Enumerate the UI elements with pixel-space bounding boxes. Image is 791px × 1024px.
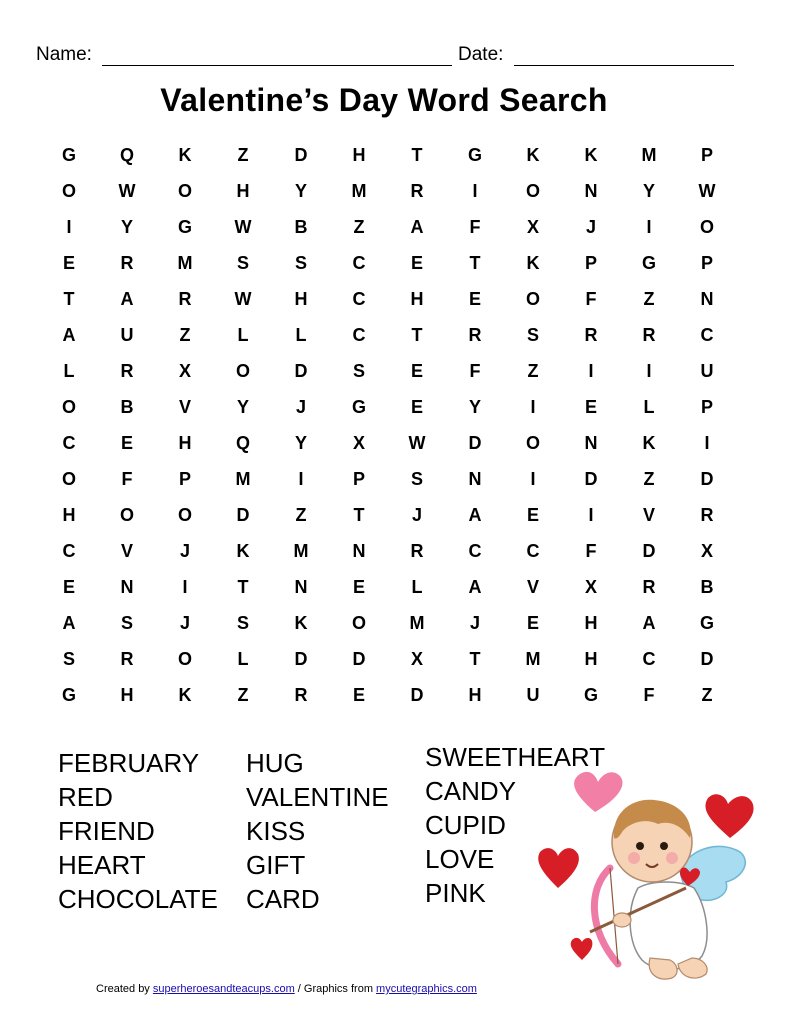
grid-letter: E bbox=[526, 505, 539, 525]
grid-letter: O bbox=[61, 469, 76, 489]
word-list-item: HUG bbox=[246, 748, 304, 778]
grid-letter: L bbox=[411, 577, 423, 597]
grid-letter: Z bbox=[353, 217, 365, 237]
grid-letter: I bbox=[530, 469, 536, 489]
grid-letter: E bbox=[526, 613, 539, 633]
grid-letter: H bbox=[584, 649, 598, 669]
header-line bbox=[36, 42, 736, 68]
grid-letter: K bbox=[178, 145, 192, 165]
grid-letter: E bbox=[468, 289, 481, 309]
grid-letter: A bbox=[410, 217, 424, 237]
grid-letter: H bbox=[294, 289, 308, 309]
cupid-eye bbox=[636, 842, 644, 850]
grid-letter: S bbox=[526, 325, 539, 345]
grid-letter: R bbox=[178, 289, 192, 309]
grid-letter: S bbox=[62, 649, 75, 669]
grid-letter: W bbox=[408, 433, 426, 453]
grid-letter: N bbox=[584, 181, 598, 201]
grid-letter: M bbox=[409, 613, 425, 633]
grid-letter: Y bbox=[642, 181, 655, 201]
grid-letter: O bbox=[177, 181, 192, 201]
grid-letter: N bbox=[584, 433, 598, 453]
cupid-cheek bbox=[666, 852, 678, 864]
grid-letter: K bbox=[526, 145, 540, 165]
page-title: Valentine’s Day Word Search bbox=[160, 82, 608, 118]
word-list-item: PINK bbox=[425, 878, 486, 908]
grid-letter: X bbox=[584, 577, 597, 597]
grid-letter: C bbox=[468, 541, 482, 561]
grid-letter: F bbox=[121, 469, 133, 489]
grid-letter: J bbox=[295, 397, 306, 417]
grid-letter: F bbox=[585, 289, 597, 309]
grid-letter: Z bbox=[237, 685, 249, 705]
word-list-item: GIFT bbox=[246, 850, 306, 880]
grid-letter: X bbox=[526, 217, 539, 237]
grid-letter: W bbox=[698, 181, 716, 201]
grid-letter: I bbox=[588, 361, 594, 381]
grid-letter: F bbox=[643, 685, 655, 705]
grid-letter: R bbox=[120, 649, 134, 669]
grid-letter: S bbox=[236, 613, 249, 633]
red-heart-icon bbox=[538, 848, 579, 888]
word-list-item: CHOCOLATE bbox=[58, 884, 218, 914]
grid-letter: R bbox=[294, 685, 308, 705]
grid-letter: E bbox=[352, 577, 365, 597]
creator-link[interactable]: superheroesandteacups.com bbox=[152, 983, 295, 995]
grid-letter: R bbox=[468, 325, 482, 345]
grid-letter: F bbox=[469, 217, 481, 237]
grid-letter: R bbox=[642, 325, 656, 345]
grid-letter: M bbox=[177, 253, 193, 273]
grid-letter: K bbox=[584, 145, 598, 165]
grid-letter: S bbox=[236, 253, 249, 273]
grid-letter: I bbox=[182, 577, 188, 597]
grid-letter: R bbox=[410, 181, 424, 201]
grid-letter: E bbox=[584, 397, 597, 417]
grid-letter: U bbox=[120, 325, 134, 345]
grid-letter: O bbox=[351, 613, 366, 633]
grid-letter: X bbox=[352, 433, 365, 453]
word-list-column-2 bbox=[246, 746, 389, 916]
grid-letter: P bbox=[700, 145, 713, 165]
grid-letter: O bbox=[699, 217, 714, 237]
grid-letter: T bbox=[237, 577, 249, 597]
grid-letter: C bbox=[352, 325, 366, 345]
word-list-item: KISS bbox=[246, 816, 306, 846]
cupid-leg bbox=[649, 958, 677, 979]
grid-letter: O bbox=[119, 505, 134, 525]
grid-letter: R bbox=[584, 325, 598, 345]
grid-letter: N bbox=[468, 469, 482, 489]
grid-letter: M bbox=[351, 181, 367, 201]
grid-letter: G bbox=[641, 253, 656, 273]
grid-letter: T bbox=[411, 145, 423, 165]
grid-letter: I bbox=[646, 361, 652, 381]
grid-letter: T bbox=[63, 289, 75, 309]
grid-letter: J bbox=[469, 613, 480, 633]
grid-letter: U bbox=[526, 685, 540, 705]
grid-letter: D bbox=[236, 505, 250, 525]
grid-letter: D bbox=[700, 469, 714, 489]
grid-letter: G bbox=[351, 397, 366, 417]
grid-letter: E bbox=[120, 433, 133, 453]
grid-letter: W bbox=[234, 289, 252, 309]
grid-letter: H bbox=[410, 289, 424, 309]
grid-letter: C bbox=[352, 289, 366, 309]
grid-letter: S bbox=[352, 361, 365, 381]
grid-letter: H bbox=[236, 181, 250, 201]
grid-letter: T bbox=[353, 505, 365, 525]
grid-letter: P bbox=[584, 253, 597, 273]
grid-letter: R bbox=[120, 361, 134, 381]
grid-letter: T bbox=[469, 649, 481, 669]
grid-letter: Y bbox=[468, 397, 481, 417]
grid-letter: Z bbox=[295, 505, 307, 525]
grid-letter: V bbox=[526, 577, 539, 597]
grid-letter: O bbox=[525, 181, 540, 201]
graphics-prefix: / Graphics from bbox=[294, 983, 377, 995]
grid-letter: D bbox=[352, 649, 366, 669]
grid-letter: E bbox=[62, 577, 75, 597]
grid-letter: Z bbox=[643, 289, 655, 309]
grid-letter: J bbox=[179, 613, 190, 633]
grid-letter: D bbox=[294, 361, 308, 381]
grid-letter: H bbox=[120, 685, 134, 705]
grid-letter: P bbox=[352, 469, 365, 489]
grid-letter: O bbox=[235, 361, 250, 381]
grid-letter: L bbox=[295, 325, 307, 345]
name-label: Name: bbox=[36, 44, 92, 65]
cupid-hand bbox=[613, 913, 631, 927]
grid-letter: C bbox=[62, 541, 76, 561]
grid-letter: G bbox=[583, 685, 598, 705]
name-field-line[interactable] bbox=[102, 65, 452, 66]
word-list-item: VALENTINE bbox=[246, 782, 389, 812]
grid-letter: O bbox=[525, 289, 540, 309]
grid-letter: I bbox=[704, 433, 710, 453]
grid-letter: M bbox=[235, 469, 251, 489]
word-list-item: HEART bbox=[58, 850, 146, 880]
grid-letter: W bbox=[234, 217, 252, 237]
grid-letter: H bbox=[352, 145, 366, 165]
grid-letter: A bbox=[120, 289, 134, 309]
word-list-item: FEBRUARY bbox=[58, 748, 200, 778]
cupid-illustration bbox=[530, 760, 760, 990]
grid-letter: B bbox=[294, 217, 308, 237]
grid-letter: T bbox=[469, 253, 481, 273]
grid-letter: D bbox=[584, 469, 598, 489]
grid-letter: C bbox=[352, 253, 366, 273]
red-heart-icon bbox=[571, 938, 593, 960]
grid-letter: N bbox=[700, 289, 714, 309]
grid-letter: P bbox=[700, 253, 713, 273]
grid-letter: K bbox=[236, 541, 250, 561]
grid-letter: Z bbox=[179, 325, 191, 345]
grid-letter: N bbox=[120, 577, 134, 597]
graphics-link[interactable]: mycutegraphics.com bbox=[376, 983, 477, 995]
grid-letter: R bbox=[642, 577, 656, 597]
word-list-item: LOVE bbox=[425, 844, 495, 874]
grid-letter: A bbox=[468, 577, 482, 597]
grid-letter: R bbox=[120, 253, 134, 273]
grid-letter: K bbox=[294, 613, 308, 633]
grid-letter: I bbox=[66, 217, 72, 237]
grid-letter: M bbox=[641, 145, 657, 165]
grid-letter: V bbox=[120, 541, 133, 561]
grid-letter: L bbox=[237, 649, 249, 669]
grid-letter: G bbox=[467, 145, 482, 165]
grid-letter: E bbox=[352, 685, 365, 705]
grid-letter: P bbox=[700, 397, 713, 417]
grid-letter: D bbox=[468, 433, 482, 453]
word-list-item: CUPID bbox=[425, 810, 506, 840]
grid-letter: G bbox=[61, 685, 76, 705]
created-prefix: Created by bbox=[96, 983, 153, 995]
grid-letter: G bbox=[177, 217, 192, 237]
grid-letter: A bbox=[468, 505, 482, 525]
grid-letter: M bbox=[525, 649, 541, 669]
grid-letter: O bbox=[177, 649, 192, 669]
grid-letter: H bbox=[584, 613, 598, 633]
grid-letter: C bbox=[642, 649, 656, 669]
grid-letter: B bbox=[120, 397, 134, 417]
grid-letter: H bbox=[62, 505, 76, 525]
grid-letter: K bbox=[178, 685, 192, 705]
grid-letter: D bbox=[294, 145, 308, 165]
grid-letter: E bbox=[62, 253, 75, 273]
grid-letter: I bbox=[588, 505, 594, 525]
grid-letter: A bbox=[62, 613, 76, 633]
grid-letter: S bbox=[120, 613, 133, 633]
grid-letter: R bbox=[410, 541, 424, 561]
grid-letter: Y bbox=[294, 181, 307, 201]
grid-letter: E bbox=[410, 253, 423, 273]
grid-letter: E bbox=[410, 361, 423, 381]
cupid-eye bbox=[660, 842, 668, 850]
grid-letter: D bbox=[700, 649, 714, 669]
grid-letter: K bbox=[642, 433, 656, 453]
grid-letter: Z bbox=[237, 145, 249, 165]
grid-letter: F bbox=[585, 541, 597, 561]
grid-letter: Z bbox=[701, 685, 713, 705]
grid-letter: C bbox=[700, 325, 714, 345]
grid-letter: L bbox=[63, 361, 75, 381]
grid-letter: I bbox=[298, 469, 304, 489]
grid-letter: G bbox=[699, 613, 714, 633]
date-label: Date: bbox=[458, 44, 504, 65]
grid-letter: I bbox=[646, 217, 652, 237]
word-list-item: FRIEND bbox=[58, 816, 155, 846]
grid-letter: Z bbox=[527, 361, 539, 381]
grid-letter: R bbox=[700, 505, 714, 525]
grid-letter: G bbox=[61, 145, 76, 165]
cupid-cheek bbox=[628, 852, 640, 864]
grid-letter: C bbox=[526, 541, 540, 561]
grid-letter: A bbox=[642, 613, 656, 633]
word-list-item: CARD bbox=[246, 884, 320, 914]
word-search-grid bbox=[40, 137, 732, 713]
grid-letter: I bbox=[472, 181, 478, 201]
grid-letter: F bbox=[469, 361, 481, 381]
date-field-line[interactable] bbox=[514, 65, 734, 66]
grid-letter: J bbox=[585, 217, 596, 237]
grid-letter: B bbox=[700, 577, 714, 597]
grid-letter: X bbox=[178, 361, 191, 381]
grid-letter: Q bbox=[119, 145, 134, 165]
grid-letter: L bbox=[643, 397, 655, 417]
grid-letter: O bbox=[61, 181, 76, 201]
grid-letter: Y bbox=[294, 433, 307, 453]
grid-letter: U bbox=[700, 361, 714, 381]
grid-letter: V bbox=[178, 397, 191, 417]
grid-letter: Z bbox=[643, 469, 655, 489]
grid-letter: O bbox=[61, 397, 76, 417]
grid-letter: X bbox=[700, 541, 713, 561]
word-list-item: RED bbox=[58, 782, 113, 812]
grid-letter: D bbox=[410, 685, 424, 705]
grid-letter: Y bbox=[236, 397, 249, 417]
grid-letter: O bbox=[525, 433, 540, 453]
grid-letter: T bbox=[411, 325, 423, 345]
grid-letter: V bbox=[642, 505, 655, 525]
grid-letter: Q bbox=[235, 433, 250, 453]
footer-credits bbox=[96, 983, 477, 995]
grid-letter: J bbox=[179, 541, 190, 561]
grid-letter: W bbox=[118, 181, 136, 201]
grid-letter: S bbox=[294, 253, 307, 273]
grid-letter: P bbox=[178, 469, 191, 489]
word-list-item: CANDY bbox=[425, 776, 517, 806]
grid-letter: A bbox=[62, 325, 76, 345]
grid-letter: O bbox=[177, 505, 192, 525]
grid-letter: E bbox=[410, 397, 423, 417]
grid-letter: M bbox=[293, 541, 309, 561]
grid-letter: J bbox=[411, 505, 422, 525]
pink-heart-icon bbox=[574, 772, 622, 812]
grid-letter: D bbox=[294, 649, 308, 669]
red-heart-icon bbox=[705, 794, 753, 838]
grid-letter: L bbox=[237, 325, 249, 345]
word-list-column-1 bbox=[58, 746, 218, 916]
grid-letter: I bbox=[530, 397, 536, 417]
grid-letter: H bbox=[178, 433, 192, 453]
grid-letter: K bbox=[526, 253, 540, 273]
grid-letter: N bbox=[352, 541, 366, 561]
grid-letter: S bbox=[410, 469, 423, 489]
grid-letter: Y bbox=[120, 217, 133, 237]
grid-letter: H bbox=[468, 685, 482, 705]
grid-letter: D bbox=[642, 541, 656, 561]
grid-letter: N bbox=[294, 577, 308, 597]
grid-letter: C bbox=[62, 433, 76, 453]
grid-letter: X bbox=[410, 649, 423, 669]
word-list-item: SWEETHEART bbox=[425, 742, 606, 772]
